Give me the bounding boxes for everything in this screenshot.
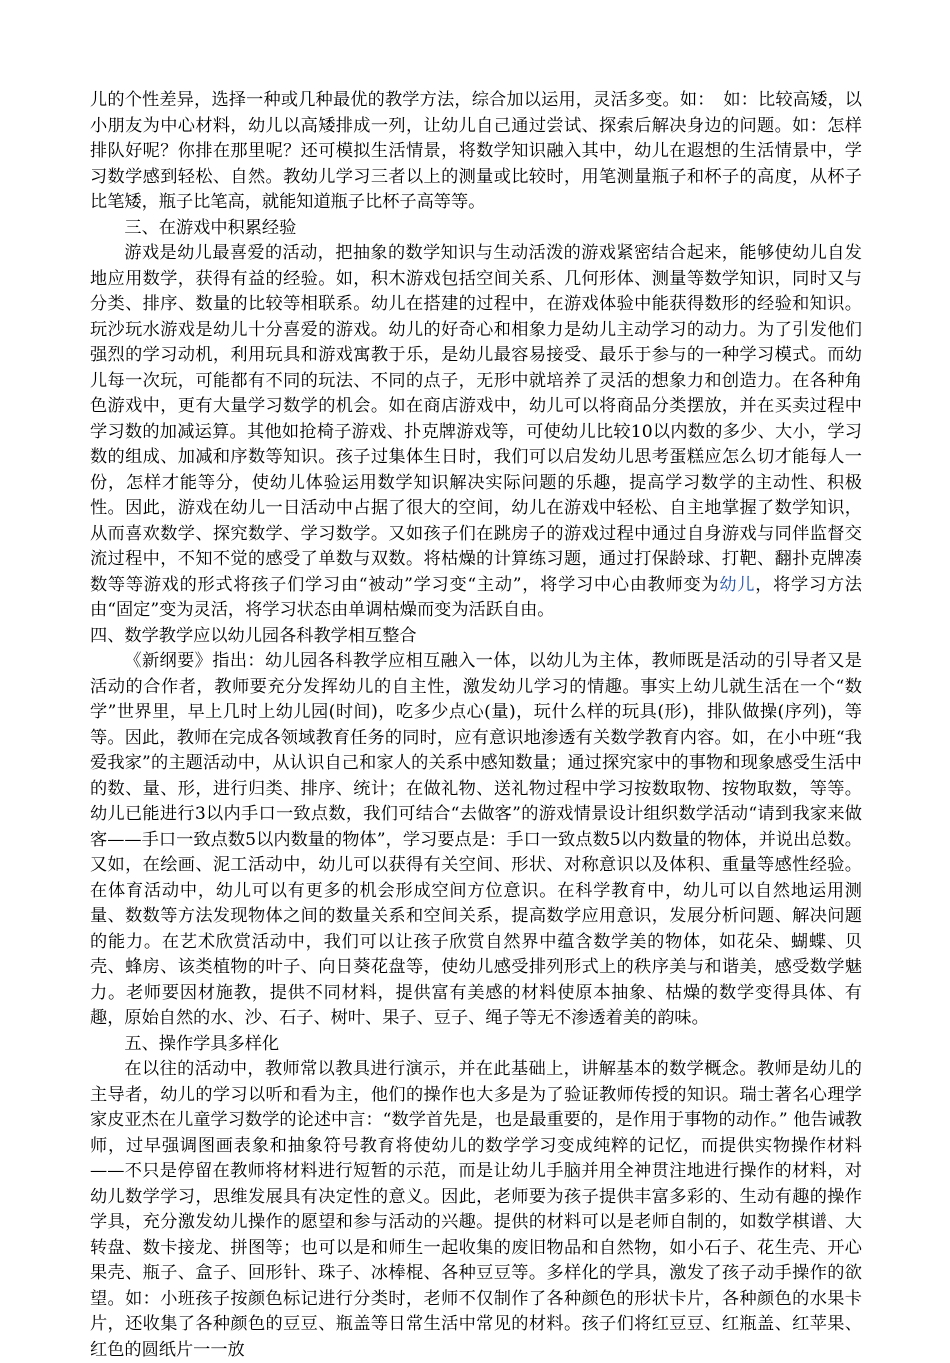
- document-body: [90, 88, 862, 1363]
- youer-link[interactable]: 幼儿: [719, 574, 756, 595]
- section-heading-5: 五、操作学具多样化: [124, 1033, 280, 1054]
- paragraph-integration: 《新纲要》指出：幼儿园各科教学应相互融入一体，以幼儿为主体，教师既是活动的引导者又是活动的合作者，教师要充分发挥幼儿的自主性，激发幼儿学习的情趣。事实上幼儿就生活在一个“数学”世界里，早上几时上幼儿园(时间)，吃多少点心(量)，玩什么样的玩具(形)，排队做操(序列)，等等。因此，教师在完成各领域教育任务的同时，应有意识地渗透有关数学教育内容。如，在小中班“我爱我家”的主题活动中，从认识自己和家人的关系中感知数量；通过探究家中的事物和现象感受生活中的数、量、形，进行归类、排序、统计；在做礼物、送礼物过程中学习按数取物、按物取数，等等。幼儿已能进行3以内手口一致点数，我们可结合“去做客”的游戏情景设计组织数学活动“请到我家来做客——手口一致点数5以内数量的物体”，学习要点是：手口一致点数5以内数量的物体，并说出总数。又如，在绘画、泥工活动中，幼儿可以获得有关空间、形状、对称意识以及体积、重量等感性经验。在体育活动中，幼儿可以有更多的机会形成空间方位意识。在科学教育中，幼儿可以自然地运用测量、数数等方法发现物体之间的数量关系和空间关系，提高数学应用意识，发展分析问题、解决问题的能力。在艺术欣赏活动中，我们可以让孩子欣赏自然界中蕴含数学美的物体，如花朵、蝴蝶、贝壳、蜂房、该类植物的叶子、向日葵花盘等，使幼儿感受排列形式上的秩序美与和谐美，感受数学魅力。老师要因材施教，提供不同材料，提供富有美感的材料使原本抽象、枯燥的数学变得具体、有趣，原始自然的水、沙、石子、树叶、果子、豆子、绳子等无不渗透着美的韵味。: [90, 651, 862, 1028]
- section-heading-4: 四、数学教学应以幼儿园各科教学相互整合: [90, 625, 417, 646]
- paragraph-games: [90, 241, 862, 624]
- paragraph-continuation: 儿的个性差异，选择一种或几种最优的教学方法，综合加以运用，灵活多变。如： 如：比较高矮，以小朋友为中心材料，幼儿以高矮排成一列，让幼儿自己通过尝试、探索后解决身边的问题。如：怎样排队好呢？你排在那里呢？还可模拟生活情景，将数学知识融入其中，幼儿在遐想的生活情景中，学习数学感到轻松、自然。教幼儿学习三者以上的测量或比较时，用笔测量瓶子和杯子的高度，从杯子比笔矮，瓶子比笔高，就能知道瓶子比杯子高等等。: [90, 90, 862, 212]
- paragraph-games-tail: ，将学习方法由“固定”变为灵活，将学习状态由单调枯燥而变为活跃自由。: [90, 574, 862, 620]
- paragraph-games-text: 游戏是幼儿最喜爱的活动，把抽象的数学知识与生动活泼的游戏紧密结合起来，能够使幼儿自发地应用数学，获得有益的经验。如，积木游戏包括空间关系、几何形体、测量等数学知识，同时又与分类、排序、数量的比较等相联系。幼儿在搭建的过程中，在游戏体验中能获得数形的经验和知识。玩沙玩水游戏是幼儿十分喜爱的游戏。幼儿的好奇心和相象力是幼儿主动学习的动力。为了引发他们强烈的学习动机，利用玩具和游戏寓教于乐，是幼儿最容易接受、最乐于参与的一种学习模式。而幼儿每一次玩，可能都有不同的玩法、不同的点子，无形中就培养了灵活的想象力和创造力。在各种角色游戏中，更有大量学习数学的机会。如在商店游戏中，幼儿可以将商品分类摆放，并在买卖过程中学习数的加减运算。其他如抢椅子游戏、扑克牌游戏等，可使幼儿比较10以内数的多少、大小，学习数的组成、加减和序数等知识。孩子过集体生日时，我们可以启发幼儿思考蛋糕应怎么切才能每人一份，怎样才能等分，使幼儿体验运用数学知识解决实际问题的乐趣，提高学习数学的主动性、积极性。因此，游戏在幼儿一日活动中占据了很大的空间，幼儿在游戏中轻松、自主地掌握了数学知识，从而喜欢数学、探究数学、学习数学。又如孩子们在跳房子的游戏过程中通过自身游戏与同伴监督交流过程中，不知不觉的感受了单数与双数。将枯燥的计算练习题，通过打保龄球、打靶、翻扑克牌凑数等等游戏的形式将孩子们学习由“被动”学习变“主动”，将学习中心由教师变为: [90, 243, 862, 595]
- section-heading-3: 三、在游戏中积累经验: [124, 217, 297, 238]
- paragraph-materials: 在以往的活动中，教师常以教具进行演示，并在此基础上，讲解基本的数学概念。教师是幼儿的主导者，幼儿的学习以听和看为主，他们的操作也大多是为了验证教师传授的知识。瑞士著名心理学家皮亚杰在儿童学习数学的论述中言：“数学首先是，也是最重要的，是作用于事物的动作。” 他告诫教师，过早强调图画表象和抽象符号教育将使幼儿的数学学习变成纯粹的记忆，而提供实物操作材料——不只是停留在教师将材料进行短暂的示范，而是让幼儿手脑并用全神贯注地进行操作的材料，对幼儿数学学习，思维发展具有决定性的意义。因此，老师要为孩子提供丰富多彩的、生动有趣的操作学具，充分激发幼儿操作的愿望和参与活动的兴趣。提供的材料可以是老师自制的，如数学棋谱、大转盘、数卡接龙、拼图等；也可以是和师生一起收集的废旧物品和自然物，如小石子、花生壳、开心果壳、瓶子、盒子、回形针、珠子、冰棒棍、各种豆豆等。多样化的学具，激发了孩子动手操作的欲望。如：小班孩子按颜色标记进行分类时，老师不仅制作了各种颜色的形状卡片，各种颜色的水果卡片，还收集了各种颜色的豆豆、瓶盖等日常生活中常见的材料。孩子们将红豆豆、红瓶盖、红苹果、红色的圆纸片一一放: [90, 1059, 862, 1360]
